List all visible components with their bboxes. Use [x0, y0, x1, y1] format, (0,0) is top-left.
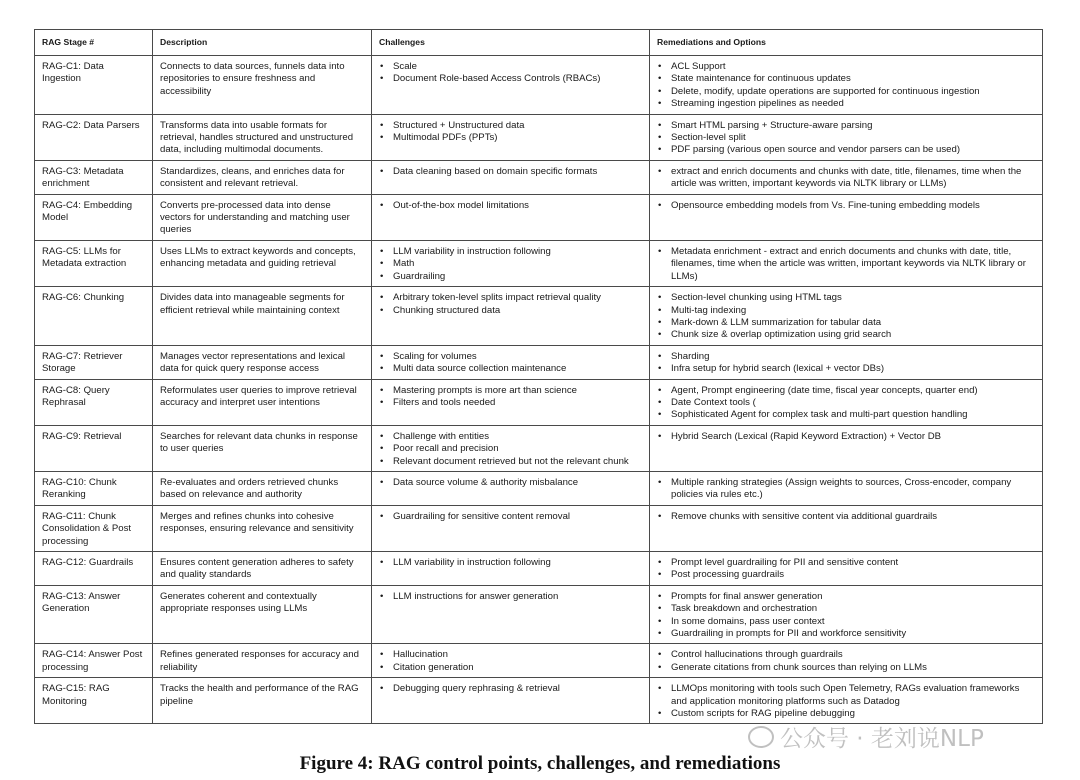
cell-challenges	[372, 644, 650, 678]
remediations-list	[657, 120, 1035, 157]
cell-remediations	[650, 56, 1043, 115]
cell-stage: RAG-C2: Data Parsers	[35, 114, 153, 160]
cell-description: Reformulates user queries to improve retrieval accuracy and interpret user intentions	[153, 379, 372, 425]
challenge-item: • LLM instructions for answer generation	[379, 591, 642, 603]
challenges-list	[379, 385, 642, 410]
challenges-list	[379, 431, 642, 468]
remediations-list	[657, 683, 1035, 720]
table-row	[35, 114, 1043, 160]
challenge-item: • Chunking structured data	[379, 305, 642, 317]
cell-challenges	[372, 345, 650, 379]
cell-challenges	[372, 114, 650, 160]
cell-description: Converts pre-processed data into dense vectors for understanding and matching user queries	[153, 194, 372, 240]
table-row	[35, 425, 1043, 471]
challenge-item: • Filters and tools needed	[379, 397, 642, 409]
challenges-list	[379, 511, 642, 523]
challenge-item: • Out-of-the-box model limitations	[379, 200, 642, 212]
header-remediations: Remediations and Options	[650, 30, 1043, 56]
challenges-list	[379, 351, 642, 376]
cell-remediations	[650, 552, 1043, 586]
challenge-item: • Multimodal PDFs (PPTs)	[379, 132, 642, 144]
table-header-row	[35, 30, 1043, 56]
remediations-list	[657, 61, 1035, 111]
cell-challenges	[372, 240, 650, 286]
cell-stage: RAG-C12: Guardrails	[35, 552, 153, 586]
cell-challenges	[372, 678, 650, 724]
remediations-list	[657, 292, 1035, 342]
remediation-item: • Task breakdown and orchestration	[657, 603, 1035, 615]
challenge-item: • Data source volume & authority misbalance	[379, 477, 642, 489]
challenge-item: • Poor recall and precision	[379, 443, 642, 455]
cell-remediations	[650, 585, 1043, 644]
challenge-item: • Document Role-based Access Controls (RBACs)	[379, 73, 642, 85]
remediation-item: • Remove chunks with sensitive content via additional guardrails	[657, 511, 1035, 523]
remediations-list	[657, 246, 1035, 283]
remediations-list	[657, 431, 1035, 443]
remediations-list	[657, 166, 1035, 191]
remediation-item: • Streaming ingestion pipelines as needed	[657, 98, 1035, 110]
challenge-item: • Hallucination	[379, 649, 642, 661]
cell-description: Connects to data sources, funnels data into repositories to ensure freshness and accessibility	[153, 56, 372, 115]
table-row	[35, 585, 1043, 644]
remediation-item: • Metadata enrichment - extract and enrich documents and chunks with date, title, filenames, time when the article was written, important keywords via NLTK library or LLMs)	[657, 246, 1035, 283]
cell-stage: RAG-C9: Retrieval	[35, 425, 153, 471]
challenge-item: • Arbitrary token-level splits impact retrieval quality	[379, 292, 642, 304]
cell-description: Standardizes, cleans, and enriches data for consistent and relevant retrieval.	[153, 160, 372, 194]
cell-remediations	[650, 678, 1043, 724]
challenge-item: • Challenge with entities	[379, 431, 642, 443]
cell-challenges	[372, 56, 650, 115]
remediation-item: • Mark-down & LLM summarization for tabular data	[657, 317, 1035, 329]
cell-remediations	[650, 425, 1043, 471]
remediation-item: • Date Context tools (	[657, 397, 1035, 409]
challenge-item: • Citation generation	[379, 662, 642, 674]
cell-remediations	[650, 505, 1043, 551]
remediation-item: • Custom scripts for RAG pipeline debugging	[657, 708, 1035, 720]
remediation-item: • Post processing guardrails	[657, 569, 1035, 581]
table-row	[35, 56, 1043, 115]
remediation-item: • Prompts for final answer generation	[657, 591, 1035, 603]
remediation-item: • Agent, Prompt engineering (date time, fiscal year concepts, quarter end)	[657, 385, 1035, 397]
remediation-item: • Multiple ranking strategies (Assign weights to sources, Cross-encoder, company policies via rules etc.)	[657, 477, 1035, 502]
cell-stage: RAG-C3: Metadata enrichment	[35, 160, 153, 194]
cell-stage: RAG-C8: Query Rephrasal	[35, 379, 153, 425]
watermark	[748, 720, 984, 753]
cell-challenges	[372, 471, 650, 505]
challenges-list	[379, 166, 642, 178]
challenge-item: • Math	[379, 258, 642, 270]
table-row	[35, 471, 1043, 505]
table-row	[35, 644, 1043, 678]
cell-challenges	[372, 194, 650, 240]
cell-challenges	[372, 160, 650, 194]
cell-stage: RAG-C15: RAG Monitoring	[35, 678, 153, 724]
challenges-list	[379, 649, 642, 674]
remediation-item: • Smart HTML parsing + Structure-aware parsing	[657, 120, 1035, 132]
cell-description: Uses LLMs to extract keywords and concepts, enhancing metadata and guiding retrieval	[153, 240, 372, 286]
cell-challenges	[372, 379, 650, 425]
table-row	[35, 552, 1043, 586]
remediation-item: • Control hallucinations through guardrails	[657, 649, 1035, 661]
header-description: Description	[153, 30, 372, 56]
challenges-list	[379, 246, 642, 283]
remediations-list	[657, 591, 1035, 641]
challenge-item: • Structured + Unstructured data	[379, 120, 642, 132]
challenge-item: • Multi data source collection maintenance	[379, 363, 642, 375]
remediations-list	[657, 557, 1035, 582]
table-row	[35, 194, 1043, 240]
cell-description: Re-evaluates and orders retrieved chunks based on relevance and authority	[153, 471, 372, 505]
remediation-item: • Guardrailing in prompts for PII and workforce sensitivity	[657, 628, 1035, 640]
challenge-item: • Data cleaning based on domain specific formats	[379, 166, 642, 178]
cell-stage: RAG-C1: Data Ingestion	[35, 56, 153, 115]
cell-stage: RAG-C5: LLMs for Metadata extraction	[35, 240, 153, 286]
figure-caption: Figure 4: RAG control points, challenges, and remediations	[299, 753, 781, 774]
cell-stage: RAG-C7: Retriever Storage	[35, 345, 153, 379]
cell-remediations	[650, 379, 1043, 425]
cell-description: Divides data into manageable segments for efficient retrieval while maintaining context	[153, 287, 372, 346]
table-row	[35, 240, 1043, 286]
challenges-list	[379, 292, 642, 317]
rag-control-points-table	[34, 29, 1043, 724]
cell-challenges	[372, 585, 650, 644]
remediation-item: • Chunk size & overlap optimization using grid search	[657, 329, 1035, 341]
challenge-item: • Scale	[379, 61, 642, 73]
cell-description: Generates coherent and contextually appropriate responses using LLMs	[153, 585, 372, 644]
challenge-item: • Guardrailing for sensitive content removal	[379, 511, 642, 523]
remediations-list	[657, 385, 1035, 422]
cell-description: Searches for relevant data chunks in response to user queries	[153, 425, 372, 471]
challenge-item: • LLM variability in instruction following	[379, 246, 642, 258]
cell-challenges	[372, 505, 650, 551]
cell-description: Merges and refines chunks into cohesive responses, ensuring relevance and sensitivity	[153, 505, 372, 551]
cell-stage: RAG-C11: Chunk Consolidation & Post processing	[35, 505, 153, 551]
cell-description: Transforms data into usable formats for retrieval, handles structured and unstructured data, including multimodal documents.	[153, 114, 372, 160]
cell-description: Manages vector representations and lexical data for quick query response access	[153, 345, 372, 379]
challenge-item: • Debugging query rephrasing & retrieval	[379, 683, 642, 695]
cell-remediations	[650, 471, 1043, 505]
challenges-list	[379, 120, 642, 145]
remediation-item: • Delete, modify, update operations are supported for continuous ingestion	[657, 86, 1035, 98]
cell-stage: RAG-C4: Embedding Model	[35, 194, 153, 240]
cell-remediations	[650, 160, 1043, 194]
cell-remediations	[650, 194, 1043, 240]
table-row	[35, 160, 1043, 194]
remediations-list	[657, 649, 1035, 674]
remediation-item: • Opensource embedding models from Vs. Fine-tuning embedding models	[657, 200, 1035, 212]
remediation-item: • Multi-tag indexing	[657, 305, 1035, 317]
challenge-item: • Scaling for volumes	[379, 351, 642, 363]
challenges-list	[379, 200, 642, 212]
cell-stage: RAG-C13: Answer Generation	[35, 585, 153, 644]
cell-remediations	[650, 345, 1043, 379]
remediations-list	[657, 511, 1035, 523]
cell-challenges	[372, 425, 650, 471]
remediations-list	[657, 351, 1035, 376]
challenges-list	[379, 683, 642, 695]
cell-stage: RAG-C6: Chunking	[35, 287, 153, 346]
header-challenges: Challenges	[372, 30, 650, 56]
cell-description: Ensures content generation adheres to safety and quality standards	[153, 552, 372, 586]
table-row	[35, 345, 1043, 379]
cell-remediations	[650, 240, 1043, 286]
challenge-item: • Mastering prompts is more art than science	[379, 385, 642, 397]
cell-remediations	[650, 114, 1043, 160]
cell-description: Refines generated responses for accuracy and reliability	[153, 644, 372, 678]
wechat-icon	[748, 726, 774, 748]
table-row	[35, 505, 1043, 551]
header-stage: RAG Stage #	[35, 30, 153, 56]
cell-stage: RAG-C14: Answer Post processing	[35, 644, 153, 678]
watermark-text: 公众号 · 老刘说NLP	[780, 726, 984, 752]
remediations-list	[657, 477, 1035, 502]
remediation-item: • Hybrid Search (Lexical (Rapid Keyword Extraction) + Vector DB	[657, 431, 1035, 443]
cell-challenges	[372, 552, 650, 586]
challenge-item: • LLM variability in instruction following	[379, 557, 642, 569]
remediation-item: • extract and enrich documents and chunks with date, title, filenames, time when the article was written, important keywords via NLTK library or LLMs)	[657, 166, 1035, 191]
table-row	[35, 379, 1043, 425]
remediation-item: • LLMOps monitoring with tools such Open Telemetry, RAGs evaluation frameworks and application monitoring platforms such as Datadog	[657, 683, 1035, 708]
challenge-item: • Guardrailing	[379, 271, 642, 283]
challenges-list	[379, 591, 642, 603]
challenge-item: • Relevant document retrieved but not the relevant chunk	[379, 456, 642, 468]
remediation-item: • In some domains, pass user context	[657, 616, 1035, 628]
remediation-item: • Sophisticated Agent for complex task and multi-part question handling	[657, 409, 1035, 421]
challenges-list	[379, 557, 642, 569]
remediation-item: • ACL Support	[657, 61, 1035, 73]
cell-challenges	[372, 287, 650, 346]
remediation-item: • PDF parsing (various open source and vendor parsers can be used)	[657, 144, 1035, 156]
remediation-item: • Infra setup for hybrid search (lexical + vector DBs)	[657, 363, 1035, 375]
remediation-item: • Section-level chunking using HTML tags	[657, 292, 1035, 304]
remediation-item: • Sharding	[657, 351, 1035, 363]
remediation-item: • Generate citations from chunk sources than relying on LLMs	[657, 662, 1035, 674]
remediation-item: • Section-level split	[657, 132, 1035, 144]
remediations-list	[657, 200, 1035, 212]
cell-stage: RAG-C10: Chunk Reranking	[35, 471, 153, 505]
table-body	[35, 56, 1043, 724]
cell-description: Tracks the health and performance of the RAG pipeline	[153, 678, 372, 724]
challenges-list	[379, 61, 642, 86]
challenges-list	[379, 477, 642, 489]
remediation-item: • Prompt level guardrailing for PII and sensitive content	[657, 557, 1035, 569]
cell-remediations	[650, 287, 1043, 346]
table-row	[35, 678, 1043, 724]
cell-remediations	[650, 644, 1043, 678]
table-row	[35, 287, 1043, 346]
remediation-item: • State maintenance for continuous updates	[657, 73, 1035, 85]
